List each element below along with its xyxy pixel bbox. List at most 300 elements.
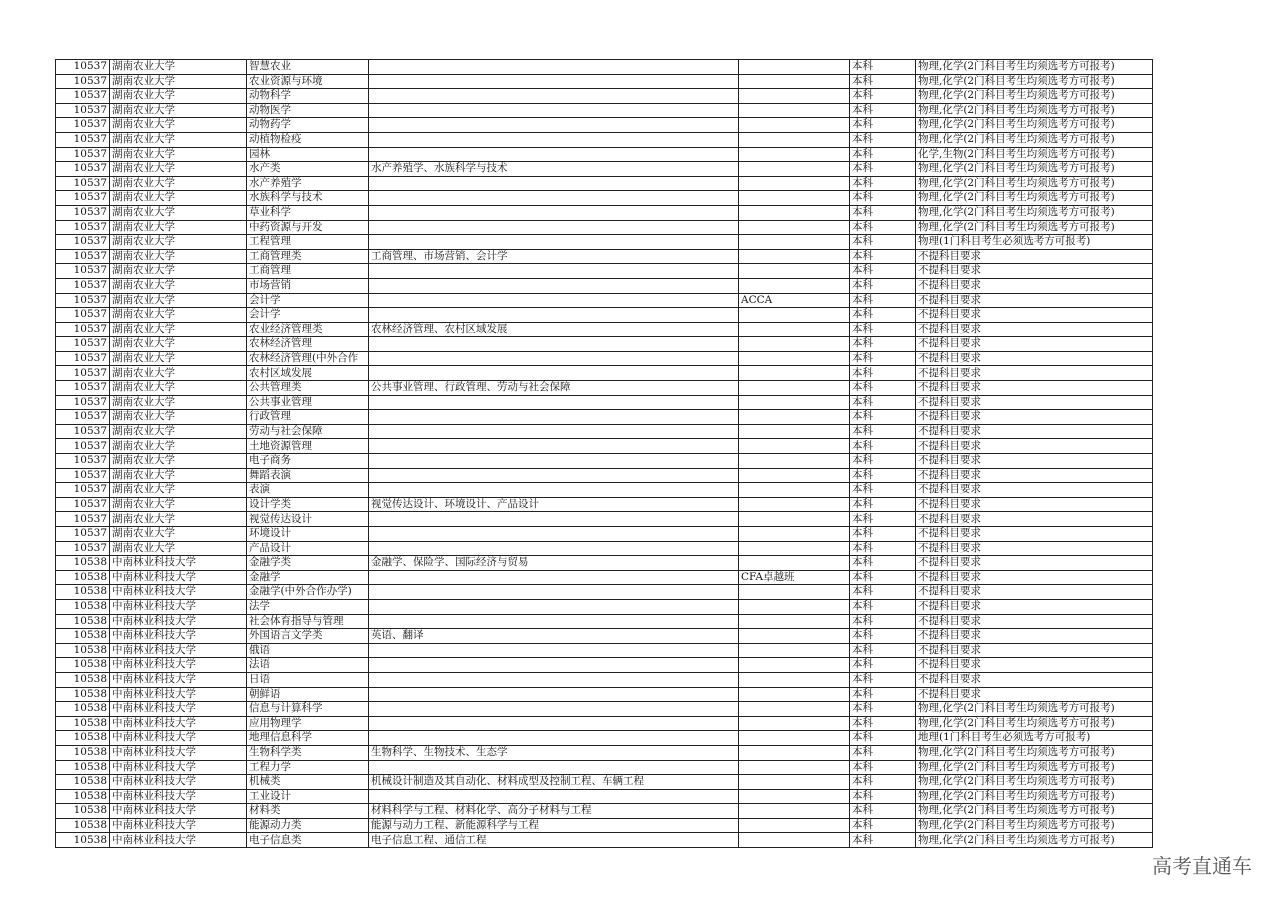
table-row (56, 760, 1153, 775)
requirement-cell: 不提科目要求 (916, 541, 1153, 556)
school-code-cell: 10537 (56, 512, 110, 527)
requirement-cell: 不提科目要求 (916, 585, 1153, 600)
table-row (56, 147, 1153, 162)
requirement-cell: 不提科目要求 (916, 264, 1153, 279)
requirement-cell: 不提科目要求 (916, 249, 1153, 264)
school-name-cell: 中南林业科技大学 (110, 599, 247, 614)
level-cell: 本科 (850, 381, 916, 396)
table-row (56, 599, 1153, 614)
requirement-cell: 不提科目要求 (916, 556, 1153, 571)
major-cell: 动物药学 (247, 118, 369, 133)
level-cell: 本科 (850, 556, 916, 571)
school-code-cell: 10537 (56, 235, 110, 250)
note-cell (739, 775, 850, 790)
school-code-cell: 10537 (56, 74, 110, 89)
level-cell: 本科 (850, 687, 916, 702)
table-row (56, 731, 1153, 746)
table-row (56, 366, 1153, 381)
note-cell (739, 264, 850, 279)
major-cell: 能源动力类 (247, 818, 369, 833)
major-cell: 中药资源与开发 (247, 220, 369, 235)
table-row (56, 89, 1153, 104)
table-row (56, 629, 1153, 644)
major-cell: 农村区域发展 (247, 366, 369, 381)
note-cell (739, 278, 850, 293)
note-cell (739, 454, 850, 469)
note-cell (739, 731, 850, 746)
note-cell (739, 804, 850, 819)
major-cell: 金融学类 (247, 556, 369, 571)
school-code-cell: 10537 (56, 132, 110, 147)
major-cell: 会计学 (247, 308, 369, 323)
note-cell (739, 643, 850, 658)
level-cell: 本科 (850, 176, 916, 191)
table-row (56, 176, 1153, 191)
requirement-cell: 不提科目要求 (916, 527, 1153, 542)
requirement-cell: 不提科目要求 (916, 337, 1153, 352)
level-cell: 本科 (850, 760, 916, 775)
school-code-cell: 10537 (56, 176, 110, 191)
table-row (56, 614, 1153, 629)
major-cell: 环境设计 (247, 527, 369, 542)
includes-cell (369, 395, 739, 410)
requirement-cell: 物理,化学(2门科目考生均须选考方可报考) (916, 745, 1153, 760)
note-cell (739, 118, 850, 133)
school-name-cell: 湖南农业大学 (110, 410, 247, 425)
school-code-cell: 10537 (56, 322, 110, 337)
school-name-cell: 湖南农业大学 (110, 468, 247, 483)
requirement-cell: 不提科目要求 (916, 454, 1153, 469)
table-row (56, 308, 1153, 323)
school-code-cell: 10537 (56, 220, 110, 235)
school-name-cell: 湖南农业大学 (110, 497, 247, 512)
level-cell: 本科 (850, 541, 916, 556)
note-cell: CFA卓越班 (739, 570, 850, 585)
school-code-cell: 10537 (56, 308, 110, 323)
note-cell (739, 89, 850, 104)
school-name-cell: 湖南农业大学 (110, 162, 247, 177)
requirement-cell: 物理,化学(2门科目考生均须选考方可报考) (916, 205, 1153, 220)
school-name-cell: 中南林业科技大学 (110, 789, 247, 804)
note-cell (739, 132, 850, 147)
school-name-cell: 湖南农业大学 (110, 235, 247, 250)
requirement-cell: 不提科目要求 (916, 381, 1153, 396)
includes-cell (369, 118, 739, 133)
school-name-cell: 中南林业科技大学 (110, 658, 247, 673)
table-row (56, 410, 1153, 425)
school-code-cell: 10537 (56, 118, 110, 133)
requirement-cell: 物理,化学(2门科目考生均须选考方可报考) (916, 132, 1153, 147)
school-code-cell: 10537 (56, 366, 110, 381)
note-cell (739, 658, 850, 673)
school-code-cell: 10538 (56, 789, 110, 804)
level-cell: 本科 (850, 191, 916, 206)
level-cell: 本科 (850, 424, 916, 439)
level-cell: 本科 (850, 527, 916, 542)
requirement-cell: 不提科目要求 (916, 512, 1153, 527)
table-row (56, 468, 1153, 483)
level-cell: 本科 (850, 264, 916, 279)
requirement-cell: 物理,化学(2门科目考生均须选考方可报考) (916, 789, 1153, 804)
requirement-cell: 物理,化学(2门科目考生均须选考方可报考) (916, 60, 1153, 75)
level-cell: 本科 (850, 162, 916, 177)
level-cell: 本科 (850, 672, 916, 687)
major-cell: 园林 (247, 147, 369, 162)
level-cell: 本科 (850, 235, 916, 250)
note-cell (739, 556, 850, 571)
school-name-cell: 中南林业科技大学 (110, 614, 247, 629)
school-code-cell: 10537 (56, 439, 110, 454)
note-cell (739, 103, 850, 118)
level-cell: 本科 (850, 643, 916, 658)
major-cell: 应用物理学 (247, 716, 369, 731)
includes-cell (369, 205, 739, 220)
major-cell: 农业经济管理类 (247, 322, 369, 337)
includes-cell (369, 74, 739, 89)
includes-cell: 生物科学、生物技术、生态学 (369, 745, 739, 760)
major-cell: 草业科学 (247, 205, 369, 220)
requirement-cell: 不提科目要求 (916, 366, 1153, 381)
includes-cell (369, 512, 739, 527)
requirement-cell: 不提科目要求 (916, 643, 1153, 658)
level-cell: 本科 (850, 366, 916, 381)
note-cell (739, 381, 850, 396)
includes-cell (369, 599, 739, 614)
major-cell: 农业资源与环境 (247, 74, 369, 89)
school-name-cell: 中南林业科技大学 (110, 775, 247, 790)
school-code-cell: 10537 (56, 249, 110, 264)
level-cell: 本科 (850, 585, 916, 600)
includes-cell: 机械设计制造及其自动化、材料成型及控制工程、车辆工程 (369, 775, 739, 790)
school-name-cell: 中南林业科技大学 (110, 716, 247, 731)
includes-cell (369, 760, 739, 775)
includes-cell (369, 351, 739, 366)
school-code-cell: 10537 (56, 497, 110, 512)
major-cell: 农林经济管理(中外合作 (247, 351, 369, 366)
includes-cell (369, 614, 739, 629)
level-cell: 本科 (850, 439, 916, 454)
includes-cell (369, 468, 739, 483)
note-cell (739, 672, 850, 687)
level-cell: 本科 (850, 804, 916, 819)
school-code-cell: 10537 (56, 483, 110, 498)
requirement-cell: 物理,化学(2门科目考生均须选考方可报考) (916, 74, 1153, 89)
level-cell: 本科 (850, 570, 916, 585)
note-cell (739, 249, 850, 264)
major-cell: 产品设计 (247, 541, 369, 556)
includes-cell (369, 731, 739, 746)
major-cell: 动植物检疫 (247, 132, 369, 147)
school-name-cell: 中南林业科技大学 (110, 629, 247, 644)
major-cell: 工商管理类 (247, 249, 369, 264)
school-code-cell: 10537 (56, 147, 110, 162)
school-code-cell: 10538 (56, 658, 110, 673)
level-cell: 本科 (850, 789, 916, 804)
level-cell: 本科 (850, 132, 916, 147)
school-code-cell: 10538 (56, 731, 110, 746)
note-cell (739, 599, 850, 614)
major-cell: 材料类 (247, 804, 369, 819)
major-cell: 设计学类 (247, 497, 369, 512)
requirement-cell: 物理,化学(2门科目考生均须选考方可报考) (916, 191, 1153, 206)
note-cell (739, 716, 850, 731)
level-cell: 本科 (850, 278, 916, 293)
table-row (56, 118, 1153, 133)
requirement-cell: 不提科目要求 (916, 395, 1153, 410)
major-cell: 机械类 (247, 775, 369, 790)
school-name-cell: 中南林业科技大学 (110, 556, 247, 571)
school-name-cell: 中南林业科技大学 (110, 687, 247, 702)
school-code-cell: 10538 (56, 599, 110, 614)
level-cell: 本科 (850, 658, 916, 673)
note-cell (739, 74, 850, 89)
school-code-cell: 10537 (56, 351, 110, 366)
note-cell (739, 527, 850, 542)
major-cell: 生物科学类 (247, 745, 369, 760)
school-code-cell: 10537 (56, 293, 110, 308)
school-code-cell: 10538 (56, 818, 110, 833)
table-row (56, 497, 1153, 512)
major-cell: 动物医学 (247, 103, 369, 118)
requirement-cell: 不提科目要求 (916, 483, 1153, 498)
table-row (56, 381, 1153, 396)
school-code-cell: 10537 (56, 468, 110, 483)
note-cell (739, 512, 850, 527)
note-cell (739, 395, 850, 410)
requirement-cell: 不提科目要求 (916, 672, 1153, 687)
level-cell: 本科 (850, 118, 916, 133)
major-cell: 电子信息类 (247, 833, 369, 848)
school-name-cell: 湖南农业大学 (110, 103, 247, 118)
school-name-cell: 湖南农业大学 (110, 322, 247, 337)
school-name-cell: 湖南农业大学 (110, 264, 247, 279)
school-name-cell: 湖南农业大学 (110, 60, 247, 75)
includes-cell (369, 585, 739, 600)
level-cell: 本科 (850, 205, 916, 220)
school-code-cell: 10537 (56, 454, 110, 469)
school-code-cell: 10537 (56, 162, 110, 177)
includes-cell (369, 424, 739, 439)
note-cell (739, 468, 850, 483)
includes-cell (369, 176, 739, 191)
table-row (56, 643, 1153, 658)
table-row (56, 249, 1153, 264)
school-name-cell: 湖南农业大学 (110, 132, 247, 147)
note-cell (739, 366, 850, 381)
table-row (56, 658, 1153, 673)
school-code-cell: 10537 (56, 424, 110, 439)
major-cell: 朝鲜语 (247, 687, 369, 702)
major-cell: 农林经济管理 (247, 337, 369, 352)
level-cell: 本科 (850, 147, 916, 162)
level-cell: 本科 (850, 351, 916, 366)
school-name-cell: 中南林业科技大学 (110, 818, 247, 833)
school-name-cell: 中南林业科技大学 (110, 702, 247, 717)
note-cell (739, 497, 850, 512)
includes-cell (369, 293, 739, 308)
table-row (56, 716, 1153, 731)
includes-cell (369, 132, 739, 147)
includes-cell (369, 789, 739, 804)
table-row (56, 745, 1153, 760)
note-cell (739, 585, 850, 600)
level-cell: 本科 (850, 74, 916, 89)
major-cell: 动物科学 (247, 89, 369, 104)
table-row (56, 322, 1153, 337)
school-name-cell: 湖南农业大学 (110, 512, 247, 527)
school-name-cell: 湖南农业大学 (110, 351, 247, 366)
note-cell (739, 220, 850, 235)
includes-cell: 公共事业管理、行政管理、劳动与社会保障 (369, 381, 739, 396)
note-cell (739, 322, 850, 337)
school-name-cell: 中南林业科技大学 (110, 833, 247, 848)
requirement-cell: 不提科目要求 (916, 570, 1153, 585)
enrollment-table (55, 59, 1153, 848)
major-cell: 智慧农业 (247, 60, 369, 75)
watermark: 高考直通车 (1152, 854, 1252, 878)
requirement-cell: 物理(1门科目考生必须选考方可报考) (916, 235, 1153, 250)
school-name-cell: 湖南农业大学 (110, 527, 247, 542)
table-row (56, 162, 1153, 177)
note-cell (739, 614, 850, 629)
school-name-cell: 湖南农业大学 (110, 191, 247, 206)
major-cell: 金融学(中外合作办学) (247, 585, 369, 600)
includes-cell: 能源与动力工程、新能源科学与工程 (369, 818, 739, 833)
requirement-cell: 物理,化学(2门科目考生均须选考方可报考) (916, 103, 1153, 118)
table-row (56, 103, 1153, 118)
major-cell: 劳动与社会保障 (247, 424, 369, 439)
includes-cell (369, 527, 739, 542)
school-name-cell: 湖南农业大学 (110, 381, 247, 396)
includes-cell: 农林经济管理、农村区域发展 (369, 322, 739, 337)
school-code-cell: 10538 (56, 716, 110, 731)
level-cell: 本科 (850, 745, 916, 760)
school-name-cell: 湖南农业大学 (110, 278, 247, 293)
major-cell: 法学 (247, 599, 369, 614)
school-code-cell: 10538 (56, 570, 110, 585)
major-cell: 日语 (247, 672, 369, 687)
level-cell: 本科 (850, 249, 916, 264)
school-code-cell: 10537 (56, 395, 110, 410)
includes-cell: 电子信息工程、通信工程 (369, 833, 739, 848)
school-name-cell: 湖南农业大学 (110, 337, 247, 352)
table-row (56, 585, 1153, 600)
level-cell: 本科 (850, 833, 916, 848)
requirement-cell: 不提科目要求 (916, 614, 1153, 629)
table-row (56, 205, 1153, 220)
note-cell (739, 745, 850, 760)
note-cell (739, 833, 850, 848)
note-cell (739, 162, 850, 177)
table-row (56, 687, 1153, 702)
school-name-cell: 中南林业科技大学 (110, 570, 247, 585)
table-row (56, 293, 1153, 308)
school-code-cell: 10538 (56, 556, 110, 571)
major-cell: 会计学 (247, 293, 369, 308)
school-code-cell: 10538 (56, 775, 110, 790)
note-cell (739, 410, 850, 425)
level-cell: 本科 (850, 512, 916, 527)
includes-cell (369, 60, 739, 75)
school-name-cell: 湖南农业大学 (110, 118, 247, 133)
school-code-cell: 10537 (56, 191, 110, 206)
table-row (56, 264, 1153, 279)
requirement-cell: 物理,化学(2门科目考生均须选考方可报考) (916, 775, 1153, 790)
level-cell: 本科 (850, 629, 916, 644)
table-row (56, 527, 1153, 542)
includes-cell (369, 658, 739, 673)
includes-cell (369, 541, 739, 556)
table-row (56, 541, 1153, 556)
requirement-cell: 不提科目要求 (916, 424, 1153, 439)
includes-cell (369, 103, 739, 118)
requirement-cell: 不提科目要求 (916, 322, 1153, 337)
table-body (56, 60, 1153, 848)
requirement-cell: 地理(1门科目考生必须选考方可报考) (916, 731, 1153, 746)
school-code-cell: 10537 (56, 381, 110, 396)
major-cell: 工业设计 (247, 789, 369, 804)
school-code-cell: 10537 (56, 410, 110, 425)
includes-cell: 工商管理、市场营销、会计学 (369, 249, 739, 264)
level-cell: 本科 (850, 454, 916, 469)
level-cell: 本科 (850, 497, 916, 512)
requirement-cell: 物理,化学(2门科目考生均须选考方可报考) (916, 162, 1153, 177)
school-name-cell: 中南林业科技大学 (110, 804, 247, 819)
table-row (56, 454, 1153, 469)
includes-cell (369, 643, 739, 658)
note-cell (739, 629, 850, 644)
school-name-cell: 中南林业科技大学 (110, 672, 247, 687)
school-name-cell: 湖南农业大学 (110, 176, 247, 191)
school-name-cell: 中南林业科技大学 (110, 731, 247, 746)
school-code-cell: 10538 (56, 672, 110, 687)
school-name-cell: 湖南农业大学 (110, 541, 247, 556)
includes-cell (369, 716, 739, 731)
level-cell: 本科 (850, 731, 916, 746)
requirement-cell: 不提科目要求 (916, 629, 1153, 644)
note-cell (739, 205, 850, 220)
table-row (56, 702, 1153, 717)
table-row (56, 424, 1153, 439)
school-code-cell: 10538 (56, 687, 110, 702)
level-cell: 本科 (850, 614, 916, 629)
school-name-cell: 中南林业科技大学 (110, 745, 247, 760)
school-name-cell: 湖南农业大学 (110, 147, 247, 162)
major-cell: 电子商务 (247, 454, 369, 469)
major-cell: 市场营销 (247, 278, 369, 293)
includes-cell (369, 337, 739, 352)
school-code-cell: 10538 (56, 745, 110, 760)
requirement-cell: 不提科目要求 (916, 293, 1153, 308)
note-cell (739, 176, 850, 191)
note-cell (739, 439, 850, 454)
school-name-cell: 中南林业科技大学 (110, 760, 247, 775)
includes-cell (369, 570, 739, 585)
school-name-cell: 湖南农业大学 (110, 220, 247, 235)
requirement-cell: 物理,化学(2门科目考生均须选考方可报考) (916, 760, 1153, 775)
requirement-cell: 不提科目要求 (916, 410, 1153, 425)
major-cell: 外国语言文学类 (247, 629, 369, 644)
includes-cell (369, 191, 739, 206)
requirement-cell: 不提科目要求 (916, 278, 1153, 293)
major-cell: 水产类 (247, 162, 369, 177)
major-cell: 金融学 (247, 570, 369, 585)
table-row (56, 818, 1153, 833)
note-cell (739, 424, 850, 439)
school-name-cell: 湖南农业大学 (110, 89, 247, 104)
level-cell: 本科 (850, 337, 916, 352)
school-code-cell: 10538 (56, 833, 110, 848)
